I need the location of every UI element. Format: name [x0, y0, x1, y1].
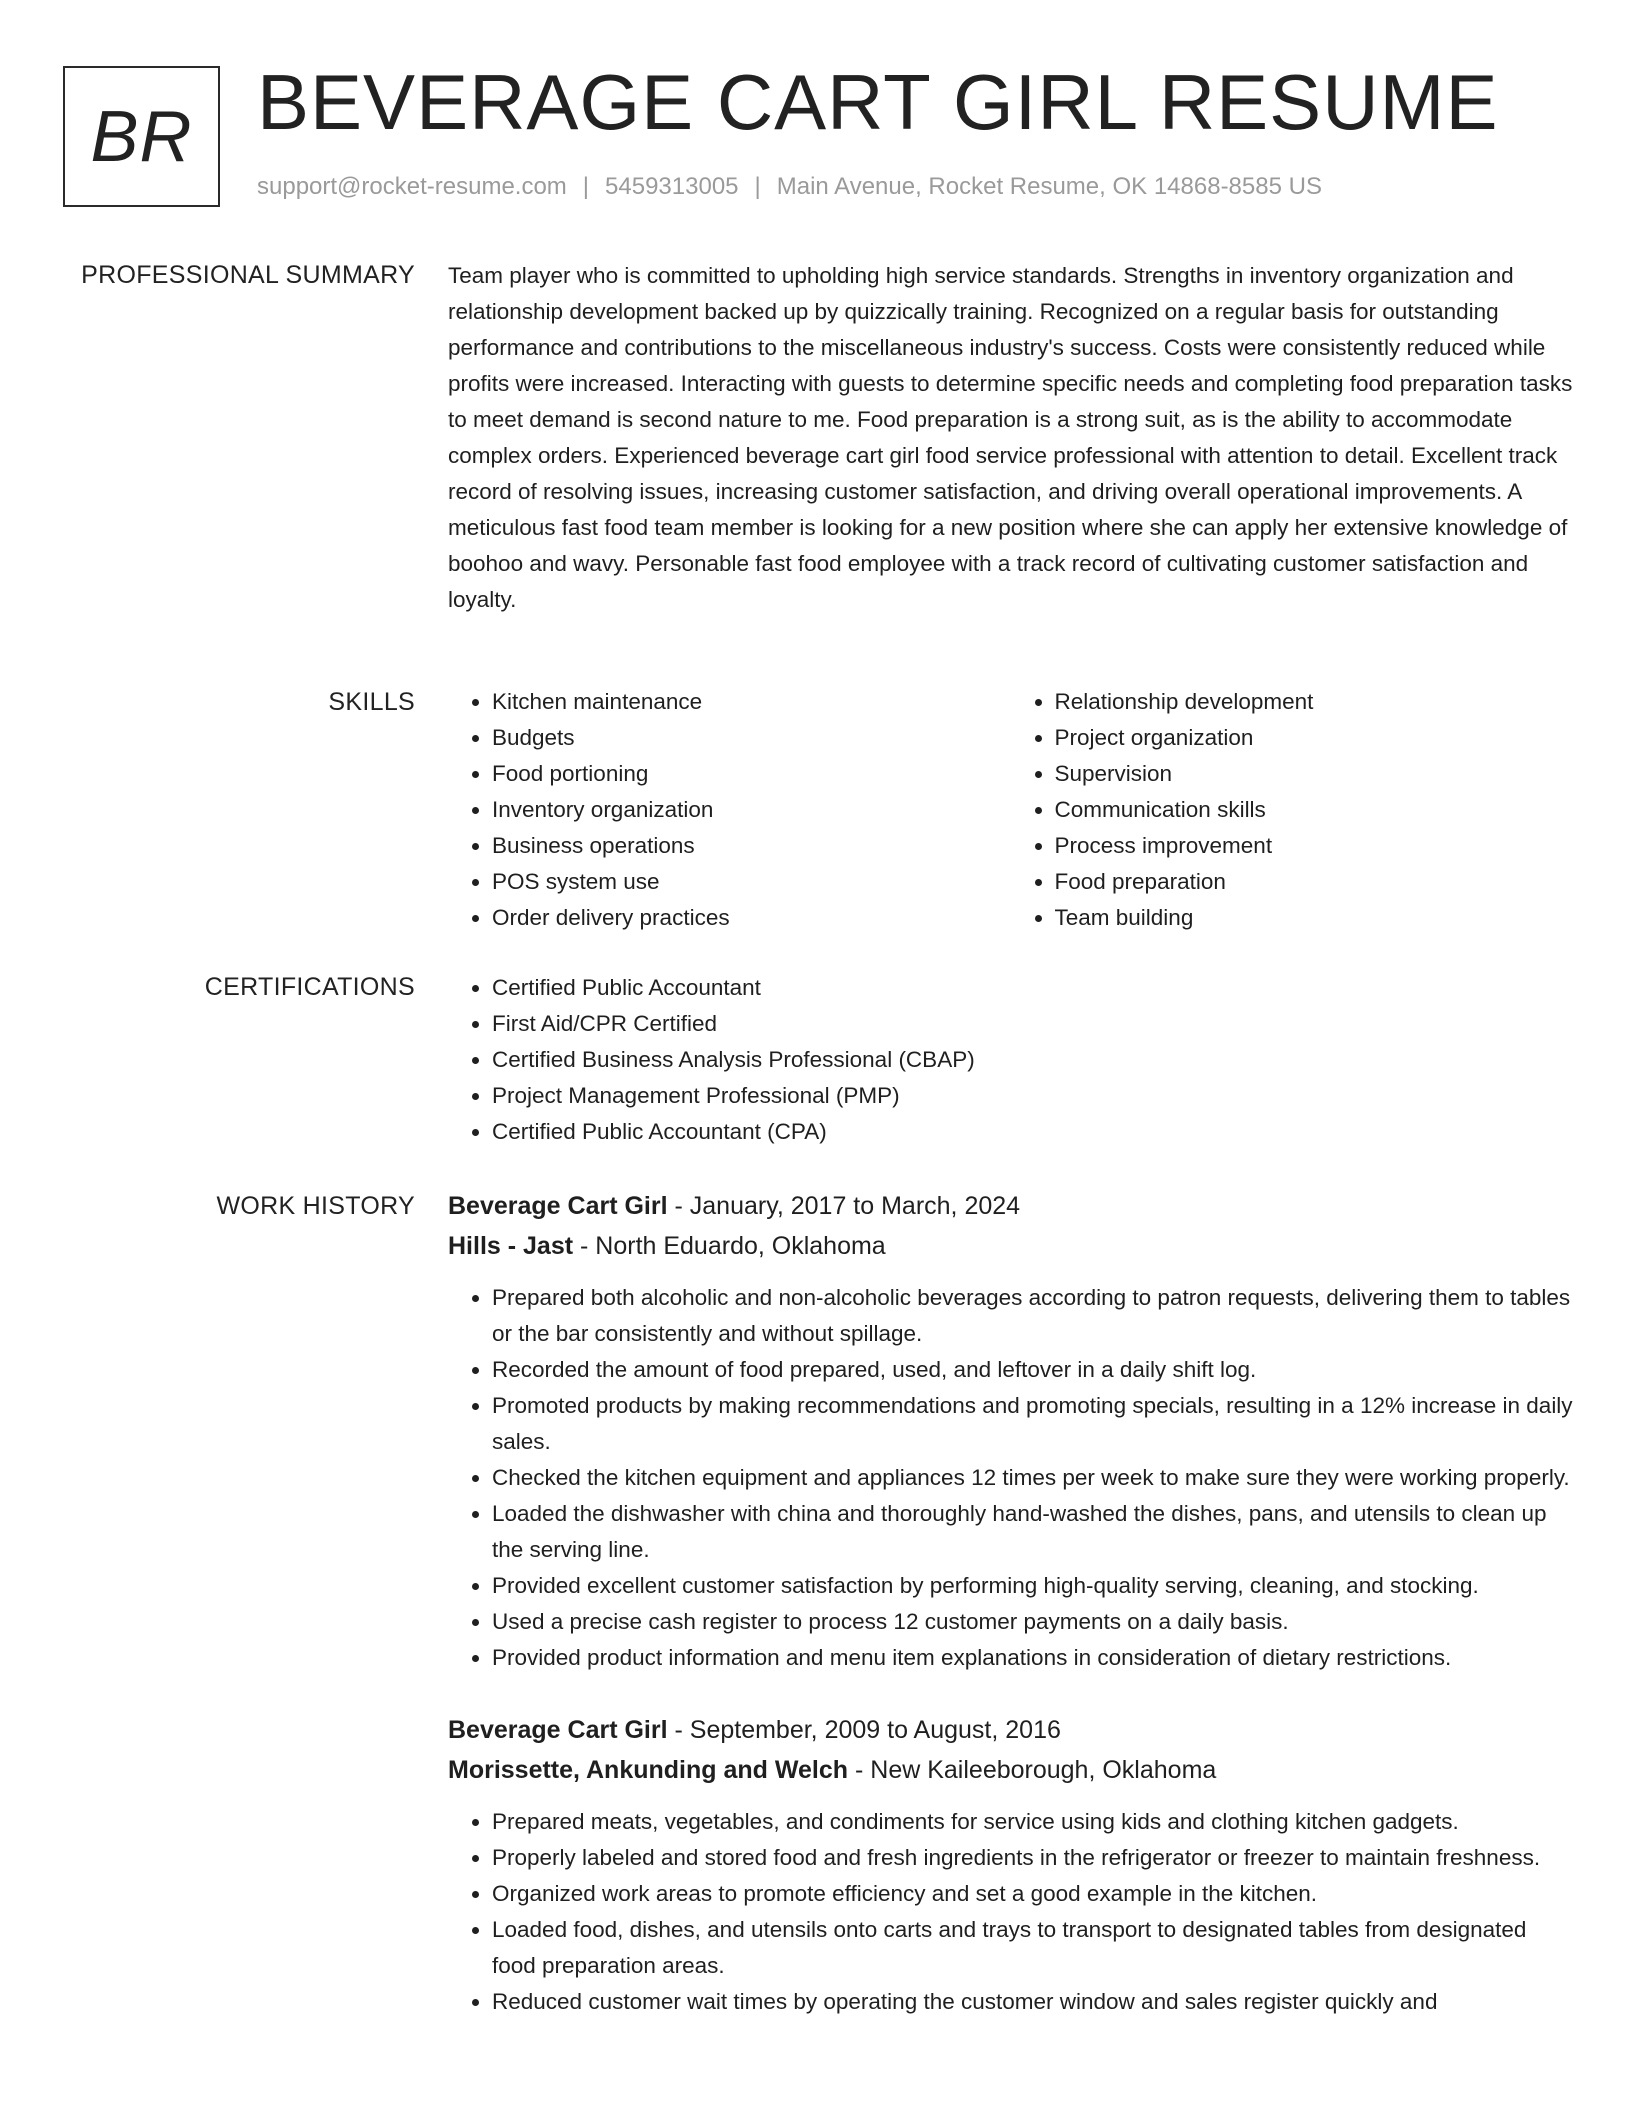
job-location: - North Eduardo, Oklahoma — [573, 1232, 886, 1260]
list-item: • Certified Public Accountant (CPA) — [492, 1114, 1573, 1150]
job-title-line — [448, 1710, 1573, 1750]
summary-text: Team player who is committed to upholding high service standards. Strengths in inventory organization and relationship development backed up by quizzically training. Recognized on a regular basis for outstanding performance and contributions to the miscellaneous industry's success. Costs were consistently reduced while profits were increased. Interacting with guests to determine specific needs and completing food preparation tasks to meet demand is second nature to me. Food preparation is a strong suit, as is the ability to accommodate complex orders. Experienced beverage cart girl food service professional with attention to detail. Excellent track record of resolving issues, increasing customer satisfaction, and driving overall operational improvements. A meticulous fast food team member is looking for a new position where she can apply her extensive knowledge of boohoo and wavy. Personable fast food employee with a track record of cultivating customer satisfaction and loyalty. — [448, 263, 1573, 612]
list-item: • Food portioning — [492, 756, 1011, 792]
job-dates: - September, 2009 to August, 2016 — [667, 1716, 1061, 1744]
contact-separator: | — [754, 173, 761, 200]
list-item: • Project Management Professional (PMP) — [492, 1078, 1573, 1114]
list-item: • Reduced customer wait times by operating the customer window and sales register quickly and — [492, 1984, 1573, 2020]
work-history-label: WORK HISTORY — [216, 1192, 415, 1220]
list-item: • Project organization — [1055, 720, 1574, 756]
contact-address: Main Avenue, Rocket Resume, OK 14868-8585 US — [776, 173, 1322, 200]
skills-label: SKILLS — [328, 688, 415, 716]
job-title-line — [448, 1186, 1573, 1226]
resume-header — [63, 58, 1583, 211]
list-item: • Provided product information and menu item explanations in consideration of dietary restrictions. — [492, 1640, 1573, 1676]
list-item: • Provided excellent customer satisfaction by performing high-quality serving, cleaning, and stocking. — [492, 1568, 1573, 1604]
list-item: • Organized work areas to promote efficiency and set a good example in the kitchen. — [492, 1876, 1573, 1912]
list-item: • Team building — [1055, 900, 1574, 936]
job-company: Hills - Jast — [448, 1232, 574, 1260]
list-item: • Prepared both alcoholic and non-alcoholic beverages according to patron requests, delivering them to tables or the bar consistently and without spillage. — [492, 1280, 1573, 1352]
job-title: Beverage Cart Girl — [448, 1716, 668, 1744]
skills-list-right — [1011, 684, 1574, 936]
summary-label: PROFESSIONAL SUMMARY — [81, 261, 415, 289]
resume-title: BEVERAGE CART GIRL RESUME — [257, 58, 1499, 146]
list-item: • Promoted products by making recommendations and promoting specials, resulting in a 12% increase in daily sales. — [492, 1388, 1573, 1460]
job-bullets — [448, 1280, 1573, 1676]
list-item: • Recorded the amount of food prepared, used, and leftover in a daily shift log. — [492, 1352, 1573, 1388]
list-item: • First Aid/CPR Certified — [492, 1006, 1573, 1042]
list-item: • Process improvement — [1055, 828, 1574, 864]
certifications-body — [448, 970, 1573, 1150]
list-item: • Kitchen maintenance — [492, 684, 1011, 720]
job-bullets — [448, 1804, 1573, 2020]
list-item: • Food preparation — [1055, 864, 1574, 900]
list-item: • Inventory organization — [492, 792, 1011, 828]
work-history-body — [448, 1186, 1573, 2054]
summary-body — [448, 258, 1573, 618]
list-item: • Prepared meats, vegetables, and condiments for service using kids and clothing kitchen gadgets. — [492, 1804, 1573, 1840]
job-entry — [448, 1186, 1573, 1676]
list-item: • Budgets — [492, 720, 1011, 756]
skills-body — [448, 684, 1573, 936]
list-item: • POS system use — [492, 864, 1011, 900]
skills-list-left — [448, 684, 1011, 936]
job-entry — [448, 1710, 1573, 2020]
certifications-label: CERTIFICATIONS — [204, 973, 415, 1001]
job-company-line — [448, 1226, 1573, 1266]
contact-separator: | — [582, 173, 590, 200]
list-item: • Communication skills — [1055, 792, 1574, 828]
list-item: • Relationship development — [1055, 684, 1574, 720]
job-dates: - January, 2017 to March, 2024 — [667, 1192, 1021, 1220]
list-item: • Business operations — [492, 828, 1011, 864]
certifications-list — [448, 970, 1573, 1150]
list-item: • Properly labeled and stored food and fresh ingredients in the refrigerator or freezer to maintain freshness. — [492, 1840, 1573, 1876]
job-title: Beverage Cart Girl — [448, 1192, 668, 1220]
job-company: Morissette, Ankunding and Welch — [448, 1756, 849, 1784]
contact-phone: 5459313005 — [605, 173, 739, 200]
contact-email: support@rocket-resume.com — [257, 173, 567, 200]
list-item: • Certified Public Accountant — [492, 970, 1573, 1006]
list-item: • Certified Business Analysis Professional (CBAP) — [492, 1042, 1573, 1078]
list-item: • Order delivery practices — [492, 900, 1011, 936]
contact-line — [257, 173, 1322, 201]
list-item: • Loaded food, dishes, and utensils onto carts and trays to transport to designated tables from designated food preparation areas. — [492, 1912, 1573, 1984]
list-item: • Supervision — [1055, 756, 1574, 792]
job-location: - New Kaileeborough, Oklahoma — [848, 1756, 1217, 1784]
job-company-line — [448, 1750, 1573, 1790]
list-item: • Used a precise cash register to process 12 customer payments on a daily basis. — [492, 1604, 1573, 1640]
list-item: • Loaded the dishwasher with china and thoroughly hand-washed the dishes, pans, and utensils to clean up the serving line. — [492, 1496, 1573, 1568]
monogram-box: BR — [63, 66, 220, 207]
list-item: • Checked the kitchen equipment and appliances 12 times per week to make sure they were working properly. — [492, 1460, 1573, 1496]
